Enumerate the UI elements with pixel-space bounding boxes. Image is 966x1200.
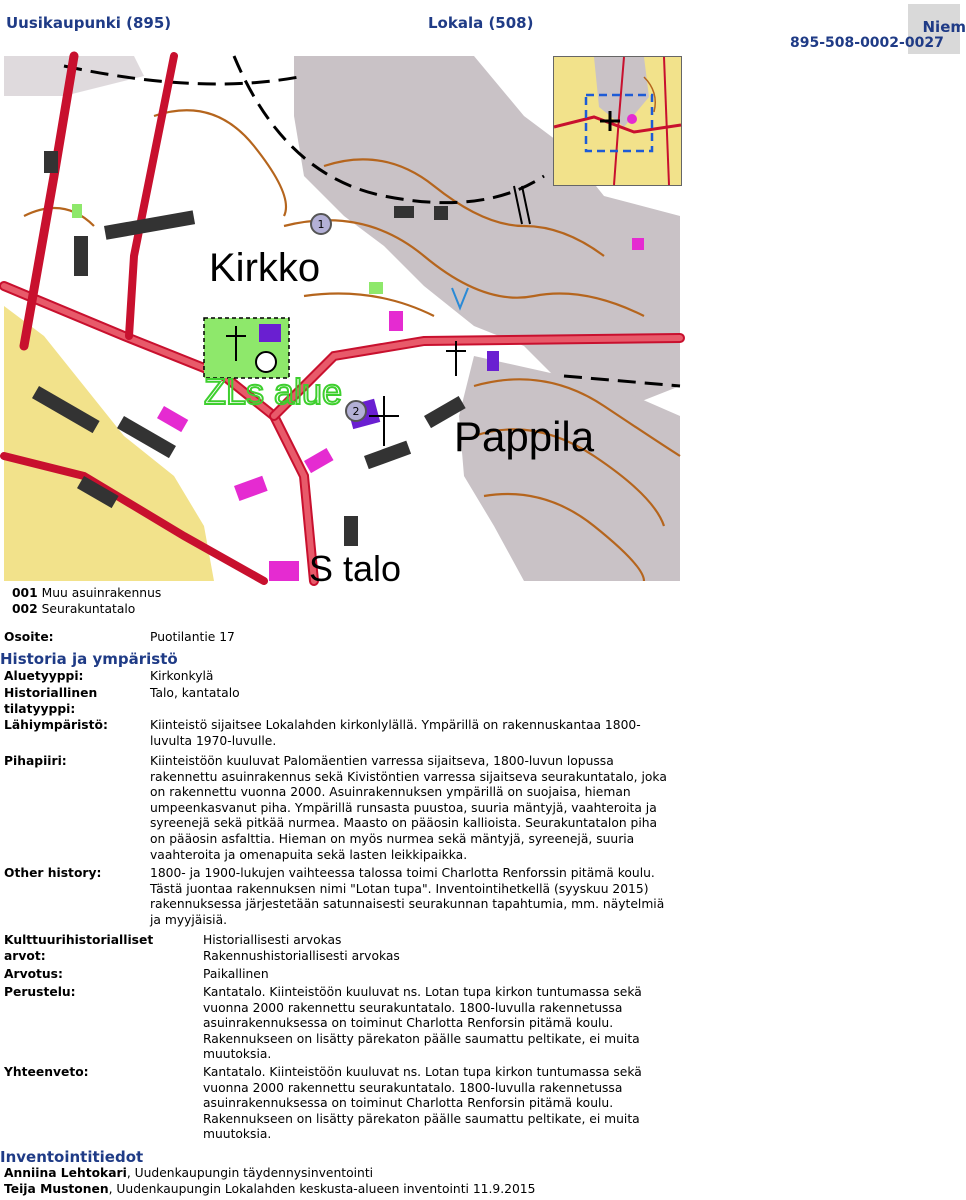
text-line: rakennuksessa järjestetään satunnaisesti seurakunnan tapahtumia, mm. näytelmiä — [150, 897, 665, 912]
inventory-desc: , Uudenkaupungin täydennysinventointi — [126, 1166, 374, 1180]
marker-1-label: 1 — [317, 218, 325, 231]
text-line: rakennettu asuinrakennus sekä Kivistöntien varressa sijaitseva seurakuntatalo, joka — [150, 769, 667, 784]
label-line: Kulttuurihistorialliset — [4, 933, 154, 947]
map-label-pappila: Pappila — [454, 413, 595, 460]
cultural-values-label — [4, 933, 153, 964]
surroundings-label: Lähiympäristö: — [4, 718, 108, 732]
text-line: Kantatalo. Kiinteistöön kuuluvat ns. Lotan tupa kirkon tuntumassa sekä — [203, 985, 642, 999]
rating-label: Arvotus: — [4, 967, 63, 981]
building-list — [12, 586, 161, 617]
history-heading: Historia ja ympäristö — [0, 650, 178, 668]
cultural-values-text — [203, 933, 400, 964]
property-id: 895-508-0002-0027 — [790, 35, 944, 51]
text-line: Kiinteistö sijaitsee Lokalahden kirkonlylällä. Ympärillä on rakennuskantaa 1800- — [150, 718, 641, 732]
text-line: Rakennukseen on lisätty pärekaton päälle saumattu peltikate, ei muita — [203, 1111, 640, 1126]
building-code: 002 — [12, 601, 38, 616]
property-name: Niem — [922, 18, 966, 36]
map-label-stalo: S talo — [309, 548, 402, 589]
inventor-name: Anniina Lehtokari — [4, 1166, 127, 1180]
yard-text — [150, 754, 667, 863]
building-code: 001 — [12, 586, 38, 600]
text-line: asuinrakennuksessa on toiminut Charlotta Renforsin pitämä koulu. — [203, 1016, 614, 1031]
farm-type-label-line: Historiallinen — [4, 686, 98, 700]
text-line: Historiallisesti arvokas — [203, 933, 342, 947]
text-line: Kiinteistöön kuuluvat Palomäentien varressa sijaitseva, 1800-luvun lopussa — [150, 754, 614, 768]
municipality-title: Uusikaupunki (895) — [6, 14, 172, 32]
text-line: umpeenkasvanut piha. Ympärillä runsasta puustoa, suuria mäntyjä, vaahteroita ja — [150, 800, 657, 815]
text-line: on rakennettu vuonna 2000. Asuinrakennuksen ympärillä on suojaisa, hieman — [150, 785, 631, 800]
area-type-label: Aluetyyppi: — [4, 669, 84, 683]
text-line: Rakennushistoriallisesti arvokas — [203, 948, 400, 963]
inventory-desc: , Uudenkaupungin Lokalahden keskusta-alueen inventointi 11.9.2015 — [108, 1181, 536, 1196]
text-line: 1800- ja 1900-lukujen vaihteessa talossa toimi Charlotta Renforssin pitämä koulu. — [150, 866, 655, 880]
inset-graphic — [554, 57, 681, 185]
text-line: luvulta 1970-luvulle. — [150, 733, 277, 748]
text-line: muutoksia. — [203, 1127, 272, 1142]
text-line: vaahteroita ja omenapuita sekä lasten leikkipaikka. — [150, 847, 468, 862]
text-line: Rakennukseen on lisätty pärekaton päälle saumattu peltikate, ei muita — [203, 1031, 640, 1046]
overview-inset-map[interactable] — [553, 56, 682, 186]
text-line: vuonna 2000 rakennettu seurakuntatalo. 1800-luvulla rakennetussa — [203, 1080, 623, 1095]
other-history-text — [150, 866, 664, 928]
inventory-list — [4, 1166, 535, 1197]
inventor-name: Teija Mustonen — [4, 1181, 109, 1196]
farm-type-value: Talo, kantatalo — [150, 686, 240, 700]
rating-value: Paikallinen — [203, 967, 269, 981]
address-value: Puotilantie 17 — [150, 630, 235, 644]
building-name: Muu asuinrakennus — [41, 586, 162, 600]
inventory-entry — [4, 1182, 535, 1198]
text-line: Kantatalo. Kiinteistöön kuuluvat ns. Lotan tupa kirkon tuntumassa sekä — [203, 1065, 642, 1079]
inventory-heading: Inventointitiedot — [0, 1148, 144, 1166]
building-name: Seurakuntatalo — [41, 601, 136, 616]
yard-label: Pihapiiri: — [4, 754, 67, 768]
text-line: ja myyjäisiä. — [150, 912, 228, 927]
label-line: arvot: — [4, 948, 46, 963]
building-item — [12, 602, 161, 618]
map-label-kirkko: Kirkko — [209, 246, 321, 290]
village-title: Lokala (508) — [428, 14, 534, 32]
marker-2[interactable] — [346, 401, 366, 421]
text-line: Tästä juontaa rakennuksen nimi "Lotan tupa". Inventointihetkellä (syyskuu 2015) — [150, 881, 649, 896]
surroundings-text — [150, 718, 641, 749]
farm-type-label — [4, 686, 97, 717]
map-label-zls: ZLs alue — [204, 371, 343, 412]
text-line: muutoksia. — [203, 1047, 272, 1062]
building-item — [12, 586, 161, 602]
inventory-entry — [4, 1166, 535, 1182]
basis-text — [203, 985, 642, 1063]
text-line: on pääosin asfalttia. Hieman on myös nurmea sekä mäntyjä, syreenejä, suuria — [150, 831, 635, 846]
summary-text — [203, 1065, 642, 1143]
farm-type-label-line: tilatyyppi: — [4, 701, 76, 716]
summary-label: Yhteenveto: — [4, 1065, 89, 1079]
area-type-value: Kirkonkylä — [150, 669, 214, 683]
text-line: asuinrakennuksessa on toiminut Charlotta Renforsin pitämä koulu. — [203, 1096, 614, 1111]
other-history-label: Other history: — [4, 866, 102, 880]
text-line: syreenejä sekä pitkää nurmea. Maasto on pääosin kallioista. Seurakuntatalon piha — [150, 816, 658, 831]
text-line: vuonna 2000 rakennettu seurakuntatalo. 1800-luvulla rakennetussa — [203, 1000, 623, 1015]
marker-2-label: 2 — [352, 405, 360, 418]
marker-1[interactable] — [311, 214, 331, 234]
address-label: Osoite: — [4, 630, 54, 644]
basis-label: Perustelu: — [4, 985, 76, 999]
